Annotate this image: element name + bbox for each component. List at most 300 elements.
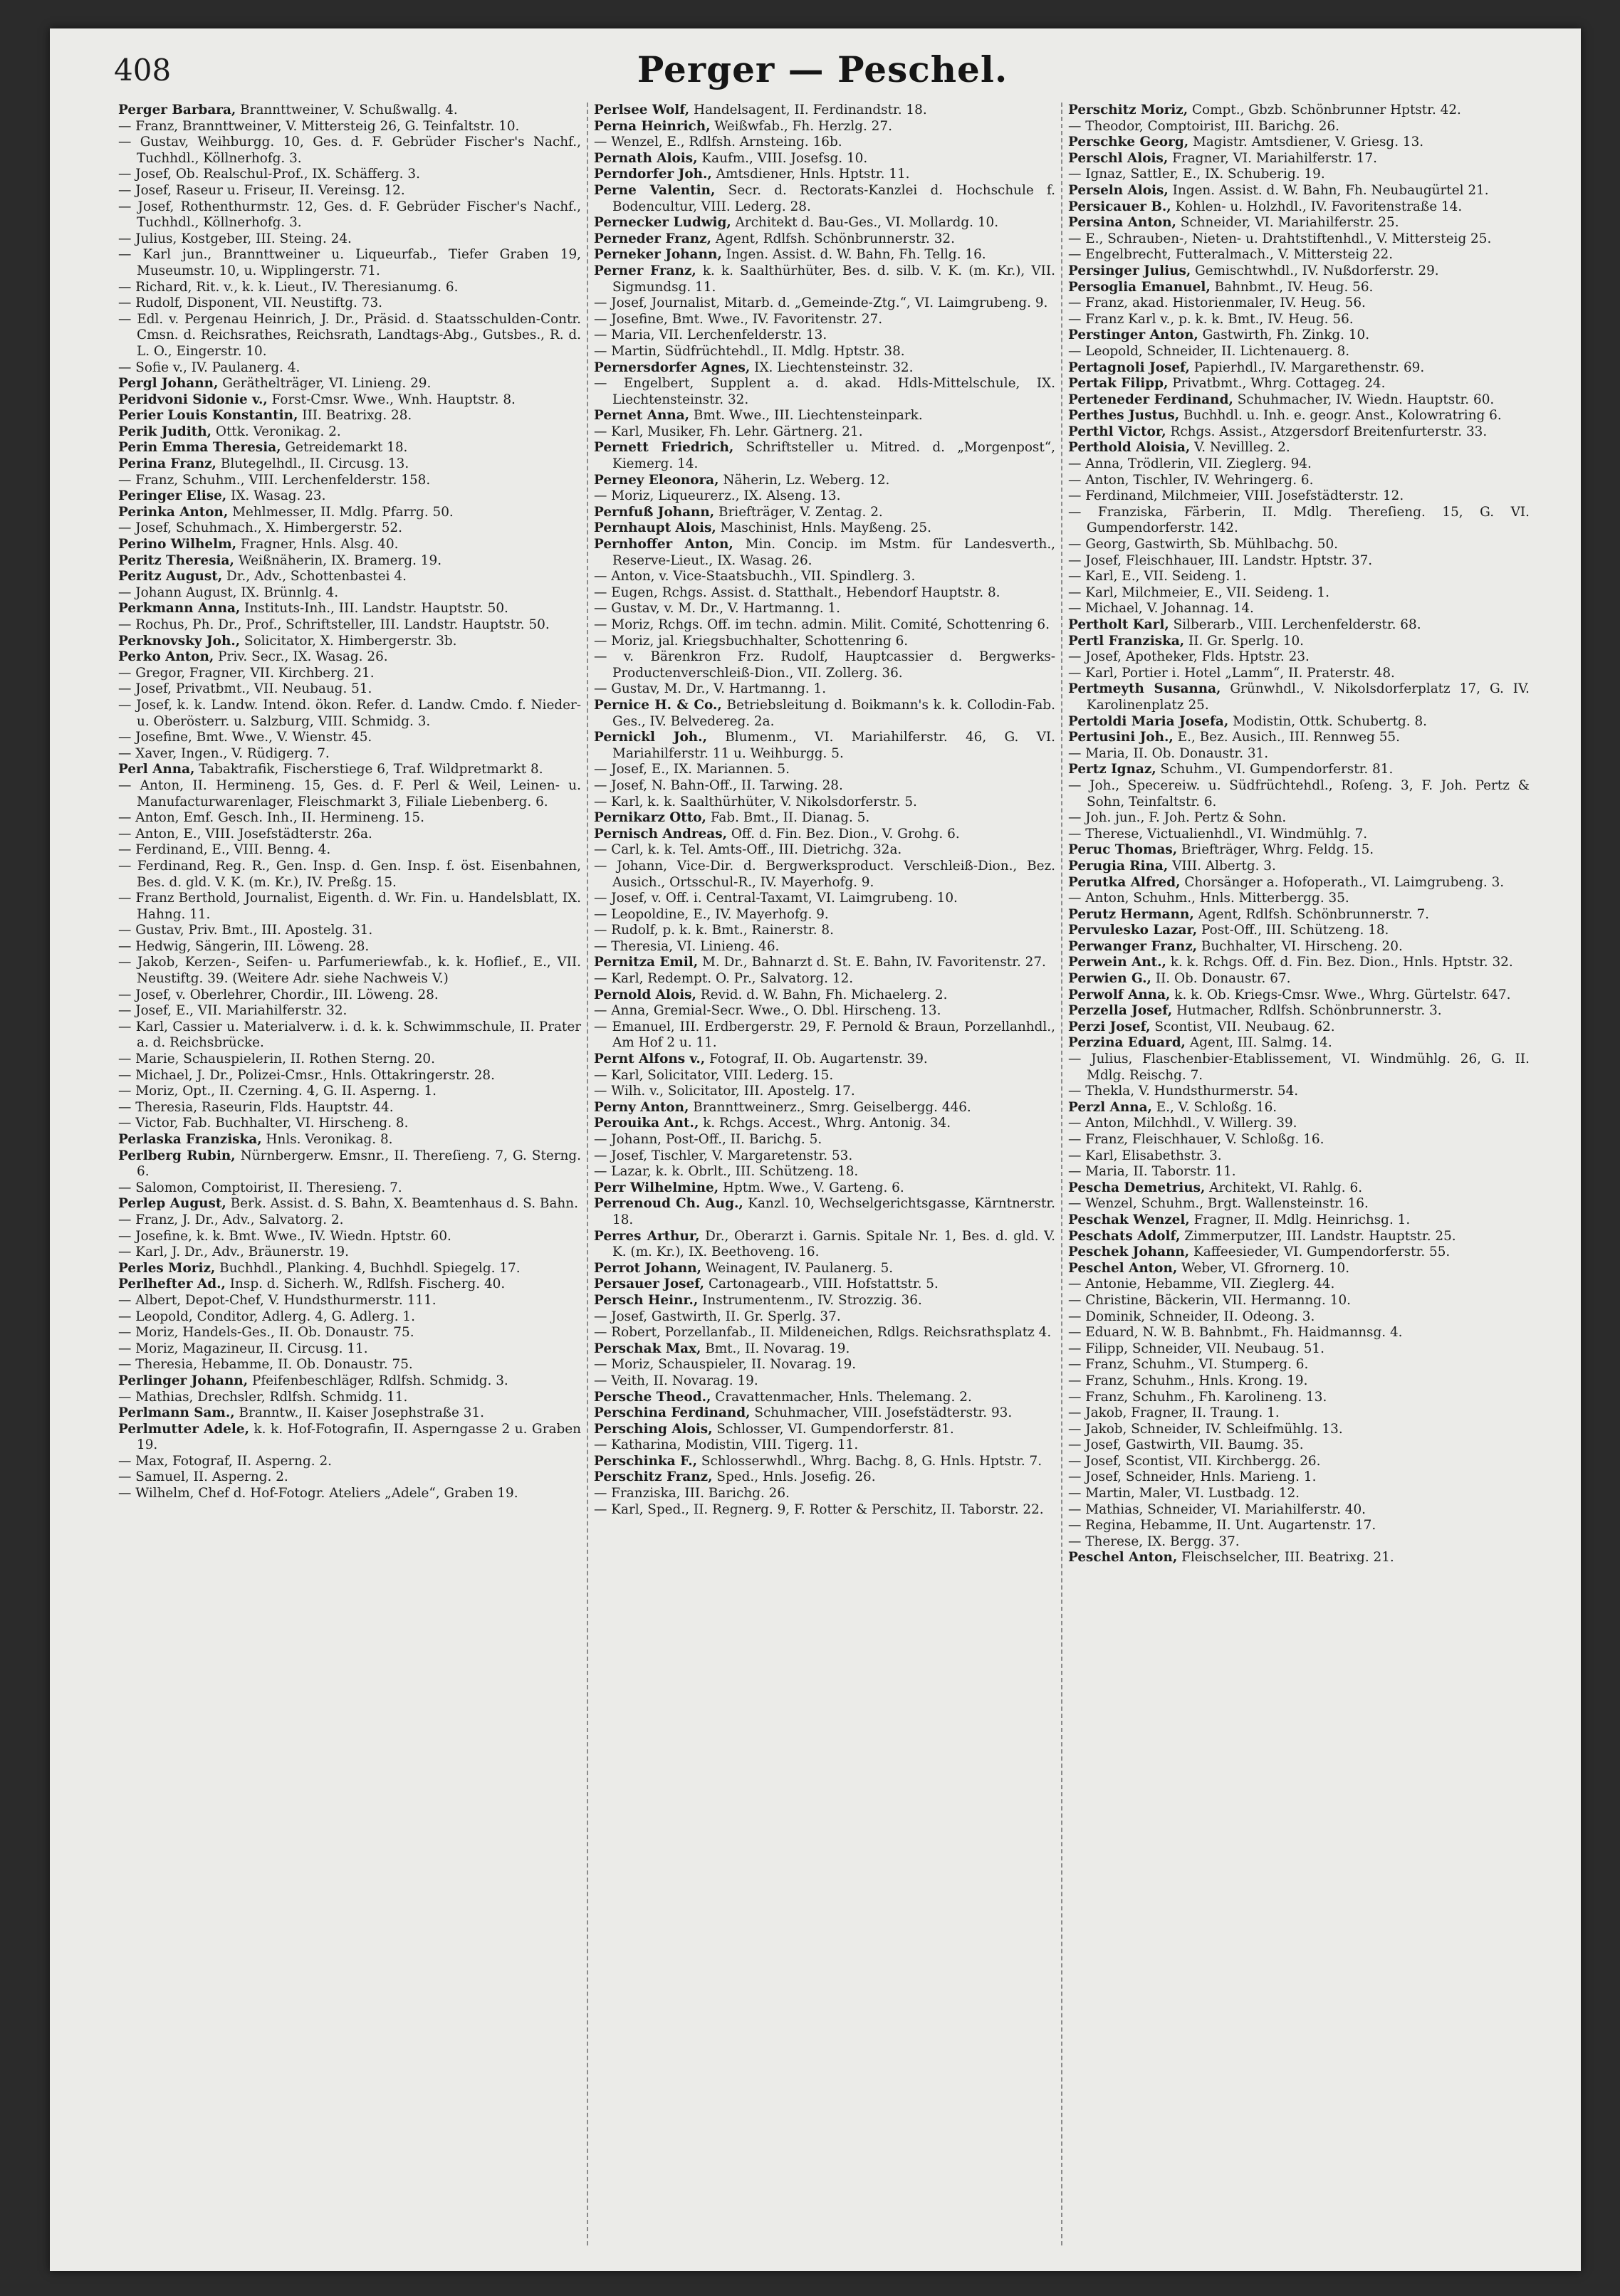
entry-text: Pfeifenbeschläger, Rdlfsh. Schmidg. 3. [248, 1373, 508, 1388]
directory-entry [1068, 810, 1530, 827]
entry-name: Perin Emma Theresia, [118, 440, 281, 456]
entry-text: — Joh., Specereiw. u. Südfrüchtehdl., Roſeng. 3, F. Joh. Pertz & Sohn, Teinfaltstr. 6. [1068, 777, 1530, 809]
directory-entry [118, 1277, 581, 1293]
entry-text: Fragner, II. Mdlg. Heinrichsg. 1. [1189, 1212, 1411, 1227]
directory-entry [1068, 762, 1530, 778]
directory-entry [594, 1052, 1055, 1068]
entry-name: Perstinger Anton, [1068, 327, 1198, 343]
directory-entry [118, 1244, 581, 1261]
entry-text: Kanzl. 10, Wechselgerichtsgasse, Kärntnerstr. 18. [612, 1196, 1055, 1227]
directory-entry [1068, 1100, 1530, 1116]
directory-entry [118, 231, 581, 248]
entry-text: Fleischselcher, III. Beatrixg. 21. [1177, 1550, 1394, 1566]
directory-entry [118, 634, 581, 650]
entry-text: — Josef, Rothenthurmstr. 12, Ges. d. F. Gebrüder Fischer's Nachf., Tuchhdl., Köllnerhofg. 3. [118, 199, 581, 231]
directory-entry [594, 634, 1055, 650]
entry-name: Perutka Alfred, [1068, 874, 1181, 890]
directory-entry [1068, 842, 1530, 859]
entry-name: Perger Barbara, [118, 103, 236, 117]
entry-text: — Mathias, Schneider, VI. Mariahilferstr. 40. [1068, 1501, 1366, 1517]
directory-entry [118, 1180, 581, 1197]
entry-text: Näherin, Lz. Weberg. 12. [718, 472, 890, 488]
column-3 [1061, 103, 1535, 2245]
entry-name: Perutz Hermann, [1068, 906, 1194, 922]
directory-entry [1068, 617, 1530, 634]
directory-entry [118, 199, 581, 231]
entry-name: Peringer Elise, [118, 488, 227, 504]
entry-text: Hnls. Veronikag. 8. [261, 1132, 393, 1147]
entry-text: — Josefine, Bmt. Wwe., V. Wienstr. 45. [118, 730, 372, 745]
entry-text: Kaffeesieder, VI. Gumpendorferstr. 55. [1189, 1244, 1451, 1260]
entry-text: Brannttweiner, V. Schußwallg. 4. [236, 103, 458, 117]
directory-entry [118, 1454, 581, 1470]
directory-entry [594, 1180, 1055, 1197]
entry-text: Insp. d. Sicherh. W., Rdlfsh. Fischerg. 40. [225, 1277, 506, 1292]
directory-entry [1068, 247, 1530, 263]
directory-entry [1068, 1373, 1530, 1390]
entry-text: — Johann August, IX. Brünnlg. 4. [118, 585, 339, 600]
entry-name: Pertholt Karl, [1068, 617, 1169, 632]
entry-name: Perzella Josef, [1068, 1003, 1173, 1019]
entry-text: Schlosserwhdl., Whrg. Bachg. 8, G. Hnls. Hptstr. 7. [697, 1453, 1042, 1469]
entry-text: — Gustav, Priv. Bmt., III. Apostelg. 31. [118, 923, 373, 938]
directory-entry [594, 778, 1055, 795]
entry-text: — Dominik, Schneider, II. Odeong. 3. [1068, 1309, 1315, 1324]
directory-entry [1068, 103, 1530, 119]
directory-entry [594, 1422, 1055, 1438]
entry-name: Persoglia Emanuel, [1068, 279, 1211, 295]
directory-entry [118, 424, 581, 441]
entry-text: — Karl, Elisabethstr. 3. [1068, 1148, 1222, 1163]
directory-entry [118, 1357, 581, 1373]
directory-entry [1068, 1148, 1530, 1165]
entry-text: V. Nevillleg. 2. [1190, 440, 1290, 456]
directory-entry [594, 859, 1055, 891]
entry-text: — Franz Karl v., p. k. k. Bmt., IV. Heug. 56. [1068, 311, 1354, 327]
entry-text: — Leopold, Conditor, Adlerg. 4, G. Adlerg. 1. [118, 1309, 415, 1324]
entry-text: — Josef, Gastwirth, II. Gr. Sperlg. 37. [594, 1309, 841, 1324]
entry-text: — Josef, k. k. Landw. Intend. ökon. Refer. d. Landw. Cmdo. f. Nieder- u. Oberösterr. u. Salzburg, VIII. Schmidg. 3. [118, 697, 581, 729]
entry-text: k. k. Saalthürhüter, Bes. d. silb. V. K. (m. Kr.), VII. Sigmundsg. 11. [612, 263, 1055, 295]
entry-name: Perl Anna, [118, 762, 195, 777]
entry-text: — Robert, Porzellanfab., II. Mildeneichen, Rdlgs. Reichsrathsplatz 4. [594, 1325, 1052, 1341]
entry-text: — Martin, Südfrüchtehdl., II. Mdlg. Hptstr. 38. [594, 343, 905, 359]
directory-entry [118, 810, 581, 827]
directory-entry [1068, 681, 1530, 713]
directory-entry [1068, 183, 1530, 199]
directory-entry [118, 1405, 581, 1422]
directory-entry [1068, 553, 1530, 570]
entry-name: Perlmutter Adele, [118, 1421, 249, 1437]
directory-entry [1068, 714, 1530, 730]
entry-text: — Josef, E., IX. Mariannen. 5. [594, 762, 790, 777]
entry-text: Geräthelträger, VI. Linieng. 29. [218, 376, 432, 392]
entry-text: Nürnbergerw. Emsnr., II. Thereſieng. 7, G. Sterng. 6. [137, 1148, 581, 1180]
directory-entry [594, 376, 1055, 408]
directory-entry [1068, 569, 1530, 585]
entry-text: Betriebsleitung d. Boikmann's k. k. Collodin-Fab. Ges., IV. Belvedereg. 2a. [612, 697, 1055, 729]
entry-name: Perr Wilhelmine, [594, 1180, 719, 1195]
directory-entry [1068, 135, 1530, 151]
entry-text: — Emanuel, III. Erdbergerstr. 29, F. Pernold & Braun, Porzellanhdl., Am Hof 2 u. 11. [594, 1019, 1055, 1051]
directory-entry [1068, 488, 1530, 505]
directory-entry [1068, 1309, 1530, 1326]
directory-entry [594, 1003, 1055, 1019]
directory-entry [594, 1390, 1055, 1406]
entry-text: — Karl, k. k. Saalthürhüter, V. Nikolsdorferstr. 5. [594, 794, 917, 809]
directory-entry [594, 795, 1055, 811]
directory-entry [1068, 1196, 1530, 1212]
entry-name: Perwien G., [1068, 971, 1151, 987]
directory-entry [1068, 1261, 1530, 1277]
entry-name: Perner Franz, [594, 263, 696, 278]
directory-entry [594, 987, 1055, 1004]
entry-name: Peschek Johann, [1068, 1244, 1190, 1260]
entry-text: — Anton, E., VIII. Josefstädterstr. 26a. [118, 826, 372, 842]
entry-text: — Julius, Flaschenbier-Etablissement, VI. Windmühlg. 26, G. II. Mdlg. Reischg. 7. [1068, 1052, 1530, 1083]
entry-text: — Therese, IX. Bergg. 37. [1068, 1534, 1240, 1549]
directory-entry [118, 649, 581, 666]
entry-text: — v. Bärenkron Frz. Rudolf, Hauptcassier d. Bergwerks-Productenverschleiß-Dion., VII. Zollerg. 36. [594, 649, 1055, 681]
directory-entry [118, 312, 581, 360]
directory-entry [594, 1373, 1055, 1390]
entry-text: — Lazar, k. k. Obrlt., III. Schützeng. 18. [594, 1164, 859, 1180]
entry-text: Buchhalter, VI. Hirscheng. 20. [1197, 938, 1403, 954]
entry-name: Perier Louis Konstantin, [118, 408, 298, 424]
entry-text: — Josef, Apotheker, Flds. Hptstr. 23. [1068, 649, 1310, 665]
directory-entry [118, 280, 581, 296]
entry-name: Persina Anton, [1068, 215, 1176, 231]
directory-entry [118, 987, 581, 1004]
entry-text: M. Dr., Bahnarzt d. St. E. Bahn, IV. Favoritenstr. 27. [698, 955, 1046, 970]
entry-text: — Anton, II. Hermineng. 15, Ges. d. F. Perl & Weil, Leinen- u. Manufacturwarenlager, Fleischmarkt 3, Filiale Liebenberg. 6. [118, 777, 581, 809]
directory-entry [594, 424, 1055, 441]
entry-text: Blutegelhdl., II. Circusg. 13. [216, 456, 409, 472]
entry-text: — Franz, J. Dr., Adv., Salvatorg. 2. [118, 1212, 344, 1227]
directory-entry [118, 456, 581, 473]
entry-text: — Franz, akad. Historienmaler, IV. Heug. 56. [1068, 295, 1366, 311]
directory-entry [118, 119, 581, 135]
directory-entry [594, 1148, 1055, 1165]
directory-entry [594, 827, 1055, 843]
directory-entry [118, 360, 581, 377]
directory-entry [118, 601, 581, 617]
entry-text: — Franz, Schuhm., Fh. Karolineng. 13. [1068, 1389, 1327, 1405]
entry-text: Min. Concip. im Mstm. für Landesverth., Reserve-Lieut., IX. Wasag. 26. [612, 537, 1056, 568]
entry-text: — Sofie v., IV. Paulanerg. 4. [118, 360, 301, 375]
entry-text: Secr. d. Rectorats-Kanzlei d. Hochschule f. Bodencultur, VIII. Lederg. 28. [612, 182, 1055, 214]
directory-entry [594, 1116, 1055, 1132]
entry-name: Pernikarz Otto, [594, 810, 706, 826]
directory-entry [1068, 1534, 1530, 1551]
directory-entry [594, 1309, 1055, 1326]
directory-entry [594, 762, 1055, 778]
directory-entry [594, 1405, 1055, 1422]
entry-text: Scontist, VII. Neubaug. 62. [1150, 1019, 1335, 1034]
entry-text: k. k. Ob. Kriegs-Cmsr. Wwe., Whrg. Gürtelstr. 647. [1170, 987, 1511, 1002]
entry-text: VIII. Albertg. 3. [1168, 858, 1276, 874]
entry-text: Schuhmacher, VIII. Josefstädterstr. 93. [750, 1405, 1013, 1421]
entry-name: Perkmann Anna, [118, 601, 241, 617]
entry-name: Perndorfer Joh., [594, 167, 712, 182]
entry-text: — Therese, Victualienhdl., VI. Windmühlg. 7. [1068, 826, 1368, 842]
directory-entry [1068, 1035, 1530, 1052]
entry-name: Pernhaupt Alois, [594, 520, 716, 536]
entry-text: — Mathias, Drechsler, Rdlfsh. Schmidg. 11. [118, 1389, 408, 1405]
entry-text: — Anna, Gremial-Secr. Wwe., O. Dbl. Hirscheng. 13. [594, 1003, 941, 1019]
directory-entry [1068, 955, 1530, 971]
entry-name: Perseln Alois, [1068, 182, 1169, 198]
directory-entry [594, 649, 1055, 681]
directory-entry [1068, 1164, 1530, 1180]
column-2 [587, 103, 1061, 2245]
entry-text: — Gustav, M. Dr., V. Hartmanng. 1. [594, 681, 827, 697]
entry-name: Perschitz Moriz, [1068, 103, 1188, 117]
entry-text: Compt., Gbzb. Schönbrunner Hptstr. 42. [1188, 103, 1461, 117]
directory-entry [594, 231, 1055, 248]
directory-entry [118, 135, 581, 167]
directory-entry [594, 1454, 1055, 1470]
directory-entry [118, 569, 581, 585]
directory-entry [594, 247, 1055, 263]
entry-text: — Michael, J. Dr., Polizei-Cmsr., Hnls. Ottakringerstr. 28. [118, 1067, 495, 1083]
directory-entry [1068, 167, 1530, 183]
directory-entry [594, 842, 1055, 859]
directory-entry [118, 553, 581, 570]
entry-name: Pernice H. & Co., [594, 697, 722, 713]
entry-text: Weinagent, IV. Paulanerg. 5. [701, 1260, 894, 1276]
directory-entry [1068, 1293, 1530, 1309]
entry-name: Persch Heinr., [594, 1292, 699, 1308]
entry-text: — Leopoldine, E., IV. Mayerhofg. 9. [594, 906, 829, 922]
entry-name: Pernett Friedrich, [594, 440, 734, 456]
entry-text: Buchhdl., Planking. 4, Buchhdl. Spiegelg. 17. [215, 1260, 521, 1276]
entry-text: — Karl, Milchmeier, E., VII. Seideng. 1. [1068, 585, 1329, 600]
directory-entry [1068, 215, 1530, 231]
entry-text: Bmt., II. Novarag. 19. [701, 1341, 850, 1356]
directory-entry [1068, 987, 1530, 1004]
column-1 [113, 103, 587, 2245]
entry-text: Briefträger, Whrg. Feldg. 15. [1177, 842, 1374, 858]
directory-entry [1068, 344, 1530, 360]
entry-text: Cravattenmacher, Hnls. Thelemang. 2. [711, 1389, 972, 1405]
directory-entry [118, 1052, 581, 1068]
directory-entry [594, 151, 1055, 167]
directory-entry [1068, 1502, 1530, 1519]
entry-name: Pertak Filipp, [1068, 376, 1169, 392]
entry-text: Instrumentenm., IV. Strozzig. 36. [698, 1292, 922, 1308]
directory-entry [594, 327, 1055, 344]
directory-entry [594, 891, 1055, 907]
entry-name: Perlinger Johann, [118, 1373, 249, 1388]
entry-text: IX. Wasag. 23. [226, 488, 326, 504]
entry-text: — Josef, Tischler, V. Margaretenstr. 53. [594, 1148, 853, 1163]
entry-text: — Anton, Tischler, IV. Wehringerg. 6. [1068, 472, 1314, 488]
entry-text: — Engelbert, Supplent a. d. akad. Hdls-Mittelschule, IX. Liechtensteinstr. 32. [594, 376, 1055, 407]
directory-entry [594, 473, 1055, 489]
entry-text: — Josef, Fleischhauer, III. Landstr. Hptstr. 37. [1068, 552, 1373, 568]
entry-text: — Edl. v. Pergenau Heinrich, J. Dr., Präsid. d. Staatsschulden-Contr. Cmsn. d. Reichsrathes, Reichsrath, Landtags-Abg., Gutsbes., R. d. L. O., Eingerstr. 10. [118, 311, 581, 359]
entry-text: — Moriz, Rchgs. Off. im techn. admin. Milit. Comité, Schottenring 6. [594, 617, 1050, 632]
entry-text: Solicitator, X. Himbergerstr. 3b. [240, 633, 457, 649]
directory-entry [594, 1325, 1055, 1341]
entry-text: — Ferdinand, Milchmeier, VIII. Josefstädterstr. 12. [1068, 488, 1404, 504]
entry-text: Schlosser, VI. Gumpendorferstr. 81. [712, 1421, 954, 1437]
directory-entry [594, 1437, 1055, 1454]
entry-text: — Moriz, Schauspieler, II. Novarag. 19. [594, 1357, 857, 1373]
directory-entry [594, 1341, 1055, 1358]
entry-name: Perlhefter Ad., [118, 1277, 226, 1292]
directory-entry [594, 1196, 1055, 1228]
directory-entry [118, 537, 581, 553]
entry-text: — Franz, Brannttweiner, V. Mittersteig 26, G. Teinfaltstr. 10. [118, 118, 520, 134]
entry-text: — Josef, Journalist, Mitarb. d. „Gemeinde-Ztg.“, VI. Laimgrubeng. 9. [594, 295, 1048, 311]
entry-text: Amtsdiener, Hnls. Hptstr. 11. [711, 167, 910, 182]
entry-name: Perlsee Wolf, [594, 103, 690, 117]
directory-entry [1068, 1052, 1530, 1084]
directory-entry [1068, 151, 1530, 167]
entry-text: — Eugen, Rchgs. Assist. d. Statthalt., Hebendorf Hauptstr. 8. [594, 585, 1000, 600]
directory-entry [1068, 408, 1530, 424]
entry-text: Kaufm., VIII. Josefsg. 10. [697, 150, 868, 166]
entry-text: — Theodor, Comptoirist, III. Barichg. 26. [1068, 118, 1339, 134]
directory-entry [118, 103, 581, 119]
directory-entry [594, 1229, 1055, 1261]
entry-text: — Karl, Portier i. Hotel „Lamm“, II. Praterstr. 48. [1068, 665, 1395, 681]
entry-text: — Josefine, k. k. Bmt. Wwe., IV. Wiedn. Hptstr. 60. [118, 1228, 451, 1244]
entry-text: Grünwhdl., V. Nikolsdorferplatz 17, G. IV. Karolinenplatz 25. [1087, 681, 1530, 713]
entry-text: Fab. Bmt., II. Dianag. 5. [706, 810, 870, 826]
entry-text: Weber, VI. Gfrornerg. 10. [1177, 1260, 1350, 1276]
directory-entry [594, 1502, 1055, 1519]
entry-text: — Franz, Schuhm., Hnls. Krong. 19. [1068, 1373, 1308, 1388]
directory-entry [118, 488, 581, 505]
directory-entry [118, 473, 581, 489]
entry-text: Gemischtwhdl., IV. Nußdorferstr. 29. [1191, 263, 1439, 278]
entry-text: — Rochus, Ph. Dr., Prof., Schriftsteller, III. Landstr. Hauptstr. 50. [118, 617, 550, 632]
entry-text: — Martin, Maler, VI. Lustbadg. 12. [1068, 1486, 1300, 1501]
entry-text: — Leopold, Schneider, II. Lichtenauerg. 8. [1068, 343, 1350, 359]
directory-entry [118, 1132, 581, 1148]
entry-text: Modistin, Ottk. Schubertg. 8. [1228, 713, 1428, 729]
directory-entry [594, 955, 1055, 971]
directory-entry [594, 1277, 1055, 1293]
directory-entry [1068, 730, 1530, 746]
entry-name: Perinka Anton, [118, 504, 229, 520]
directory-entry [118, 1100, 581, 1116]
entry-text: — Marie, Schauspielerin, II. Rothen Sterng. 20. [118, 1052, 435, 1067]
entry-text: E., Bez. Ausich., III. Rennweg 55. [1173, 730, 1400, 745]
directory-entry [118, 666, 581, 682]
entry-name: Perna Heinrich, [594, 118, 711, 134]
entry-name: Peschel Anton, [1068, 1550, 1178, 1566]
entry-name: Pernath Alois, [594, 150, 698, 166]
directory-entry [1068, 1325, 1530, 1341]
entry-text: — Karl, J. Dr., Adv., Bräunerstr. 19. [118, 1244, 349, 1260]
directory-entry [1068, 1469, 1530, 1486]
directory-entry [118, 1261, 581, 1277]
directory-entry [118, 778, 581, 810]
entry-text: II. Ob. Donaustr. 67. [1151, 971, 1291, 987]
entry-name: Perthl Victor, [1068, 424, 1166, 439]
entry-name: Pernfuß Johann, [594, 504, 715, 520]
entry-text: — Moriz, Magazineur, II. Circusg. 11. [118, 1341, 368, 1356]
entry-name: Perlaska Franziska, [118, 1132, 262, 1147]
entry-text: Off. d. Fin. Bez. Dion., V. Grohg. 6. [726, 826, 960, 842]
entry-name: Pertz Ignaz, [1068, 762, 1156, 777]
entry-text: — Anton, v. Vice-Staatsbuchh., VII. Spindlerg. 3. [594, 569, 916, 585]
entry-name: Peritz Theresia, [118, 552, 234, 568]
entry-name: Perthes Justus, [1068, 408, 1180, 424]
directory-entry [1068, 585, 1530, 602]
directory-entry [118, 762, 581, 778]
entry-text: II. Gr. Sperlg. 10. [1184, 633, 1305, 649]
entry-text: Dr., Adv., Schottenbastei 4. [222, 569, 407, 585]
entry-text: Silberarb., VIII. Lerchenfelderstr. 68. [1169, 617, 1421, 632]
entry-name: Perteneder Ferdinand, [1068, 392, 1233, 407]
entry-text: IX. Liechtensteinstr. 32. [750, 360, 914, 375]
entry-name: Perzi Josef, [1068, 1019, 1151, 1034]
directory-entry [118, 698, 581, 730]
entry-text: Post-Off., III. Schützeng. 18. [1197, 923, 1389, 938]
entry-text: Berk. Assist. d. S. Bahn, X. Beamtenhaus d. S. Bahn. [226, 1196, 578, 1212]
directory-entry [1068, 923, 1530, 939]
directory-entry [594, 939, 1055, 955]
entry-name: Pernhoffer Anton, [594, 537, 733, 552]
directory-entry [1068, 1180, 1530, 1197]
entry-text: — Christine, Bäckerin, VII. Hermanng. 10. [1068, 1292, 1351, 1308]
entry-text: — Josef, v. Off. i. Central-Taxamt, VI. Laimgrubeng. 10. [594, 891, 958, 906]
directory-entry [1068, 907, 1530, 923]
entry-text: — Anton, Schuhm., Hnls. Mitterbergg. 35. [1068, 891, 1349, 906]
entry-name: Perneker Johann, [594, 247, 722, 263]
entry-text: — Josef, Schuhmach., X. Himbergerstr. 52. [118, 520, 402, 536]
entry-name: Pertl Franziska, [1068, 633, 1185, 649]
page-header [114, 38, 1531, 103]
directory-entry [118, 392, 581, 409]
directory-entry [118, 681, 581, 698]
directory-entry [1068, 537, 1530, 553]
directory-entry [1068, 473, 1530, 489]
directory-entry [1068, 1357, 1530, 1373]
directory-entry [594, 971, 1055, 987]
directory-entry [1068, 1084, 1530, 1100]
directory-entry [594, 488, 1055, 505]
directory-entry [594, 1293, 1055, 1309]
directory-entry [594, 1132, 1055, 1148]
directory-entry [1068, 360, 1530, 377]
directory-entry [1068, 1486, 1530, 1502]
entry-text: Buchhdl. u. Inh. e. geogr. Anst., Kolowratring 6. [1179, 408, 1502, 424]
directory-entry [1068, 1019, 1530, 1036]
running-head: Perger — Peschel. [637, 48, 1008, 90]
entry-name: Persauer Josef, [594, 1277, 705, 1292]
entry-text: — Albert, Depot-Chef, V. Hundsthurmerstr. 111. [118, 1292, 437, 1308]
entry-text: Agent, Rdlfsh. Schönbrunnerstr. 7. [1193, 906, 1429, 922]
directory-entry [594, 810, 1055, 827]
directory-entry [118, 1325, 581, 1341]
directory-entry [1068, 939, 1530, 955]
entry-text: Blumenm., VI. Mariahilferstr. 46, G. VI. Mariahilferstr. 11 u. Weihburgg. 5. [612, 730, 1055, 761]
entry-name: Pernersdorfer Agnes, [594, 360, 751, 375]
directory-entry [594, 295, 1055, 312]
entry-text: Schneider, VI. Mariahilferstr. 25. [1176, 215, 1399, 231]
entry-text: Maschinist, Hnls. Mayßeng. 25. [716, 520, 931, 536]
entry-text: — Rudolf, p. k. k. Bmt., Rainerstr. 8. [594, 923, 834, 938]
directory-entry [1068, 440, 1530, 456]
entry-text: k. Rchgs. Accest., Whrg. Antonig. 34. [699, 1116, 951, 1131]
entry-name: Perschina Ferdinand, [594, 1405, 751, 1421]
